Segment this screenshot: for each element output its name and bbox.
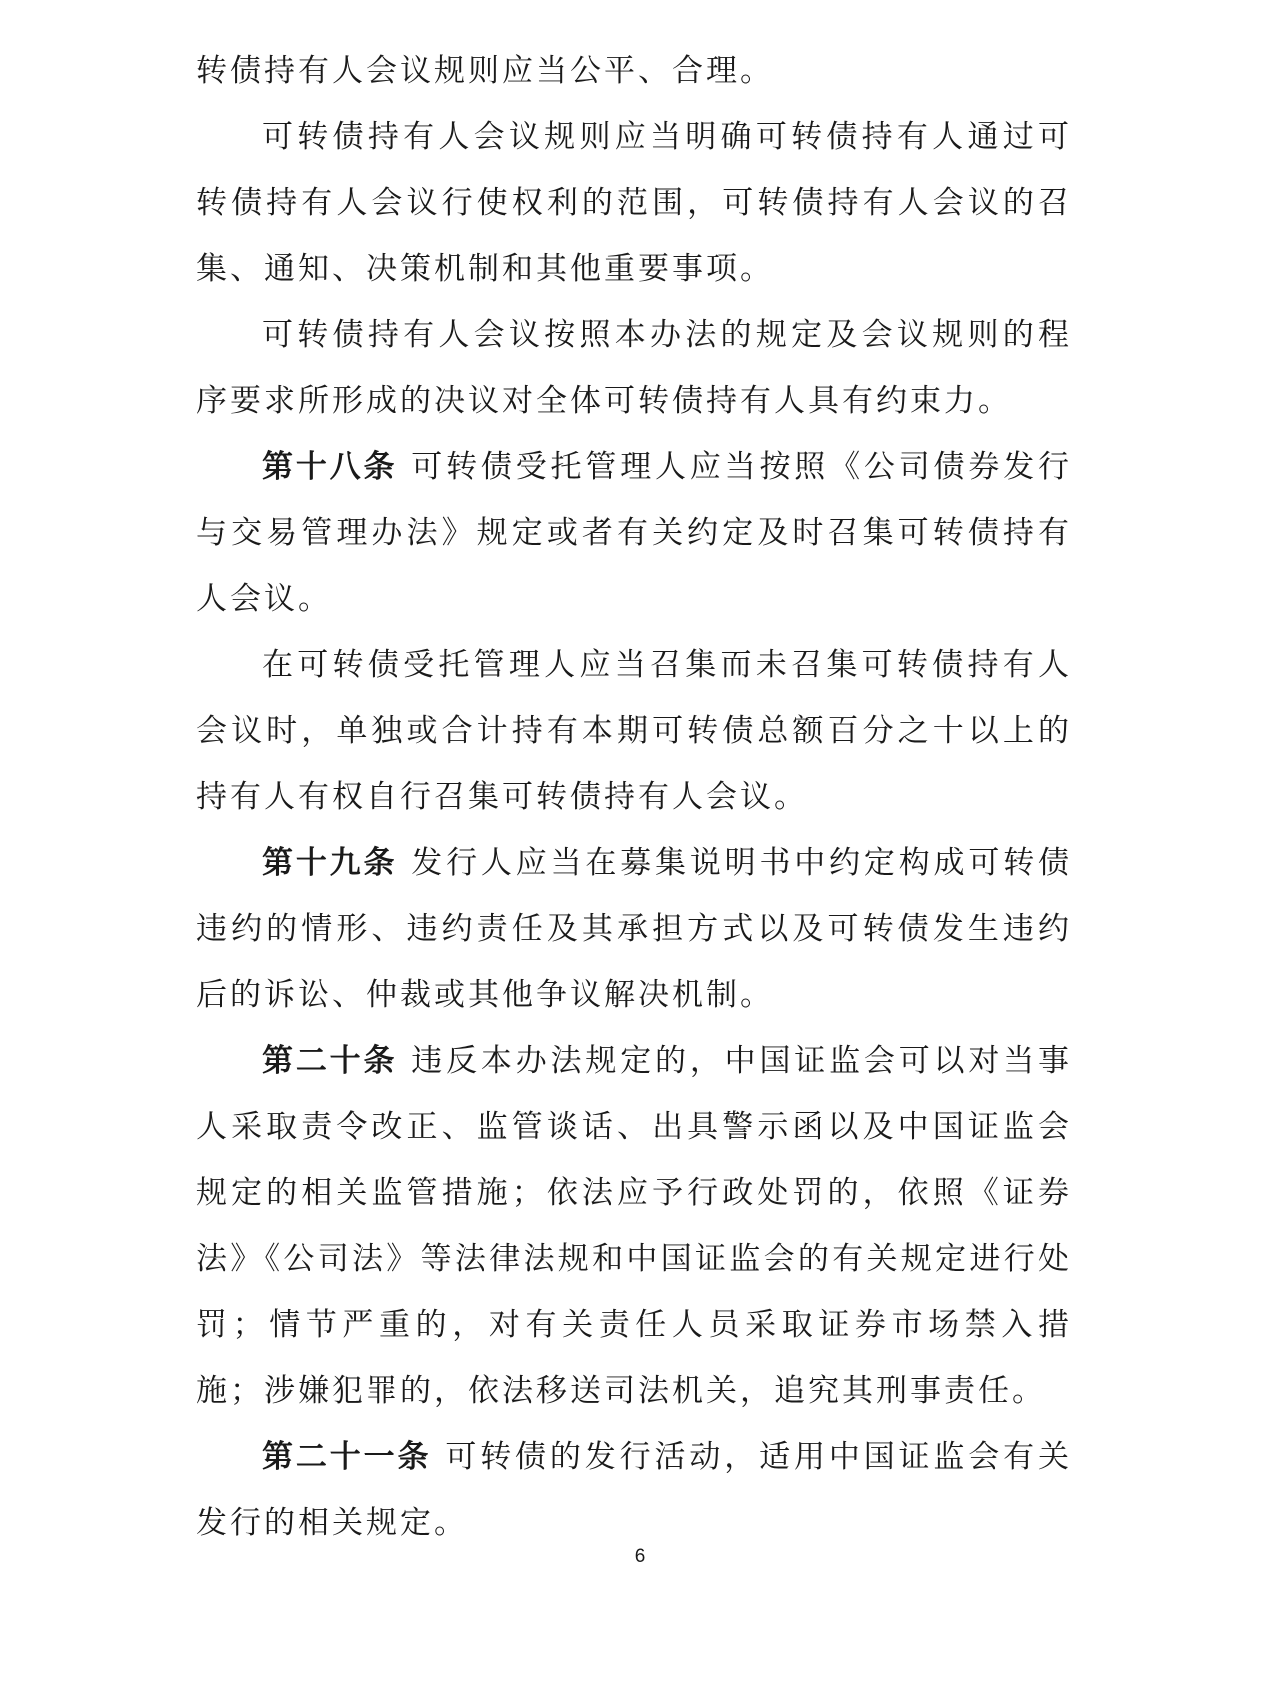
article-heading: 第十九条 bbox=[262, 845, 398, 881]
article-20 bbox=[196, 1028, 1072, 1424]
document-body bbox=[196, 38, 1072, 1556]
article-heading: 第十八条 bbox=[262, 449, 398, 485]
paragraph-text: 发行人应当在募集说明书中约定构成可转债违约的情形、违约责任及其承担方式以及可转债发生违约后的诉讼、仲裁或其他争议解决机制。 bbox=[196, 845, 1073, 1013]
paragraph-text: 可转债持有人会议按照本办法的规定及会议规则的程序要求所形成的决议对全体可转债持有人具有约束力。 bbox=[196, 317, 1072, 419]
article-21 bbox=[196, 1424, 1072, 1556]
article-heading: 第二十一条 bbox=[262, 1439, 432, 1475]
article-18 bbox=[196, 434, 1072, 632]
paragraph-text: 转债持有人会议规则应当公平、合理。 bbox=[196, 53, 774, 89]
paragraph-text: 可转债受托管理人应当按照《公司债券发行与交易管理办法》规定或者有关约定及时召集可转债持有人会议。 bbox=[196, 449, 1073, 617]
paragraph-text: 在可转债受托管理人应当召集而未召集可转债持有人会议时，单独或合计持有本期可转债总额百分之十以上的持有人有权自行召集可转债持有人会议。 bbox=[196, 647, 1072, 815]
paragraph bbox=[196, 38, 1072, 104]
paragraph bbox=[196, 302, 1072, 434]
paragraph bbox=[196, 104, 1072, 302]
page-number: 6 bbox=[634, 1546, 646, 1567]
paragraph-text: 可转债的发行活动，适用中国证监会有关发行的相关规定。 bbox=[196, 1439, 1073, 1541]
paragraph bbox=[196, 632, 1072, 830]
paragraph-text: 可转债持有人会议规则应当明确可转债持有人通过可转债持有人会议行使权利的范围，可转债持有人会议的召集、通知、决策机制和其他重要事项。 bbox=[196, 119, 1072, 287]
article-19 bbox=[196, 830, 1072, 1028]
article-heading: 第二十条 bbox=[262, 1043, 398, 1079]
paragraph-text: 违反本办法规定的，中国证监会可以对当事人采取责令改正、监管谈话、出具警示函以及中国证监会规定的相关监管措施；依法应予行政处罚的，依照《证券法》《公司法》等法律法规和中国证监会的有关规定进行处罚；情节严重的，对有关责任人员采取证券市场禁入措施；涉嫌犯罪的，依法移送司法机关，追究其刑事责任。 bbox=[196, 1043, 1073, 1409]
